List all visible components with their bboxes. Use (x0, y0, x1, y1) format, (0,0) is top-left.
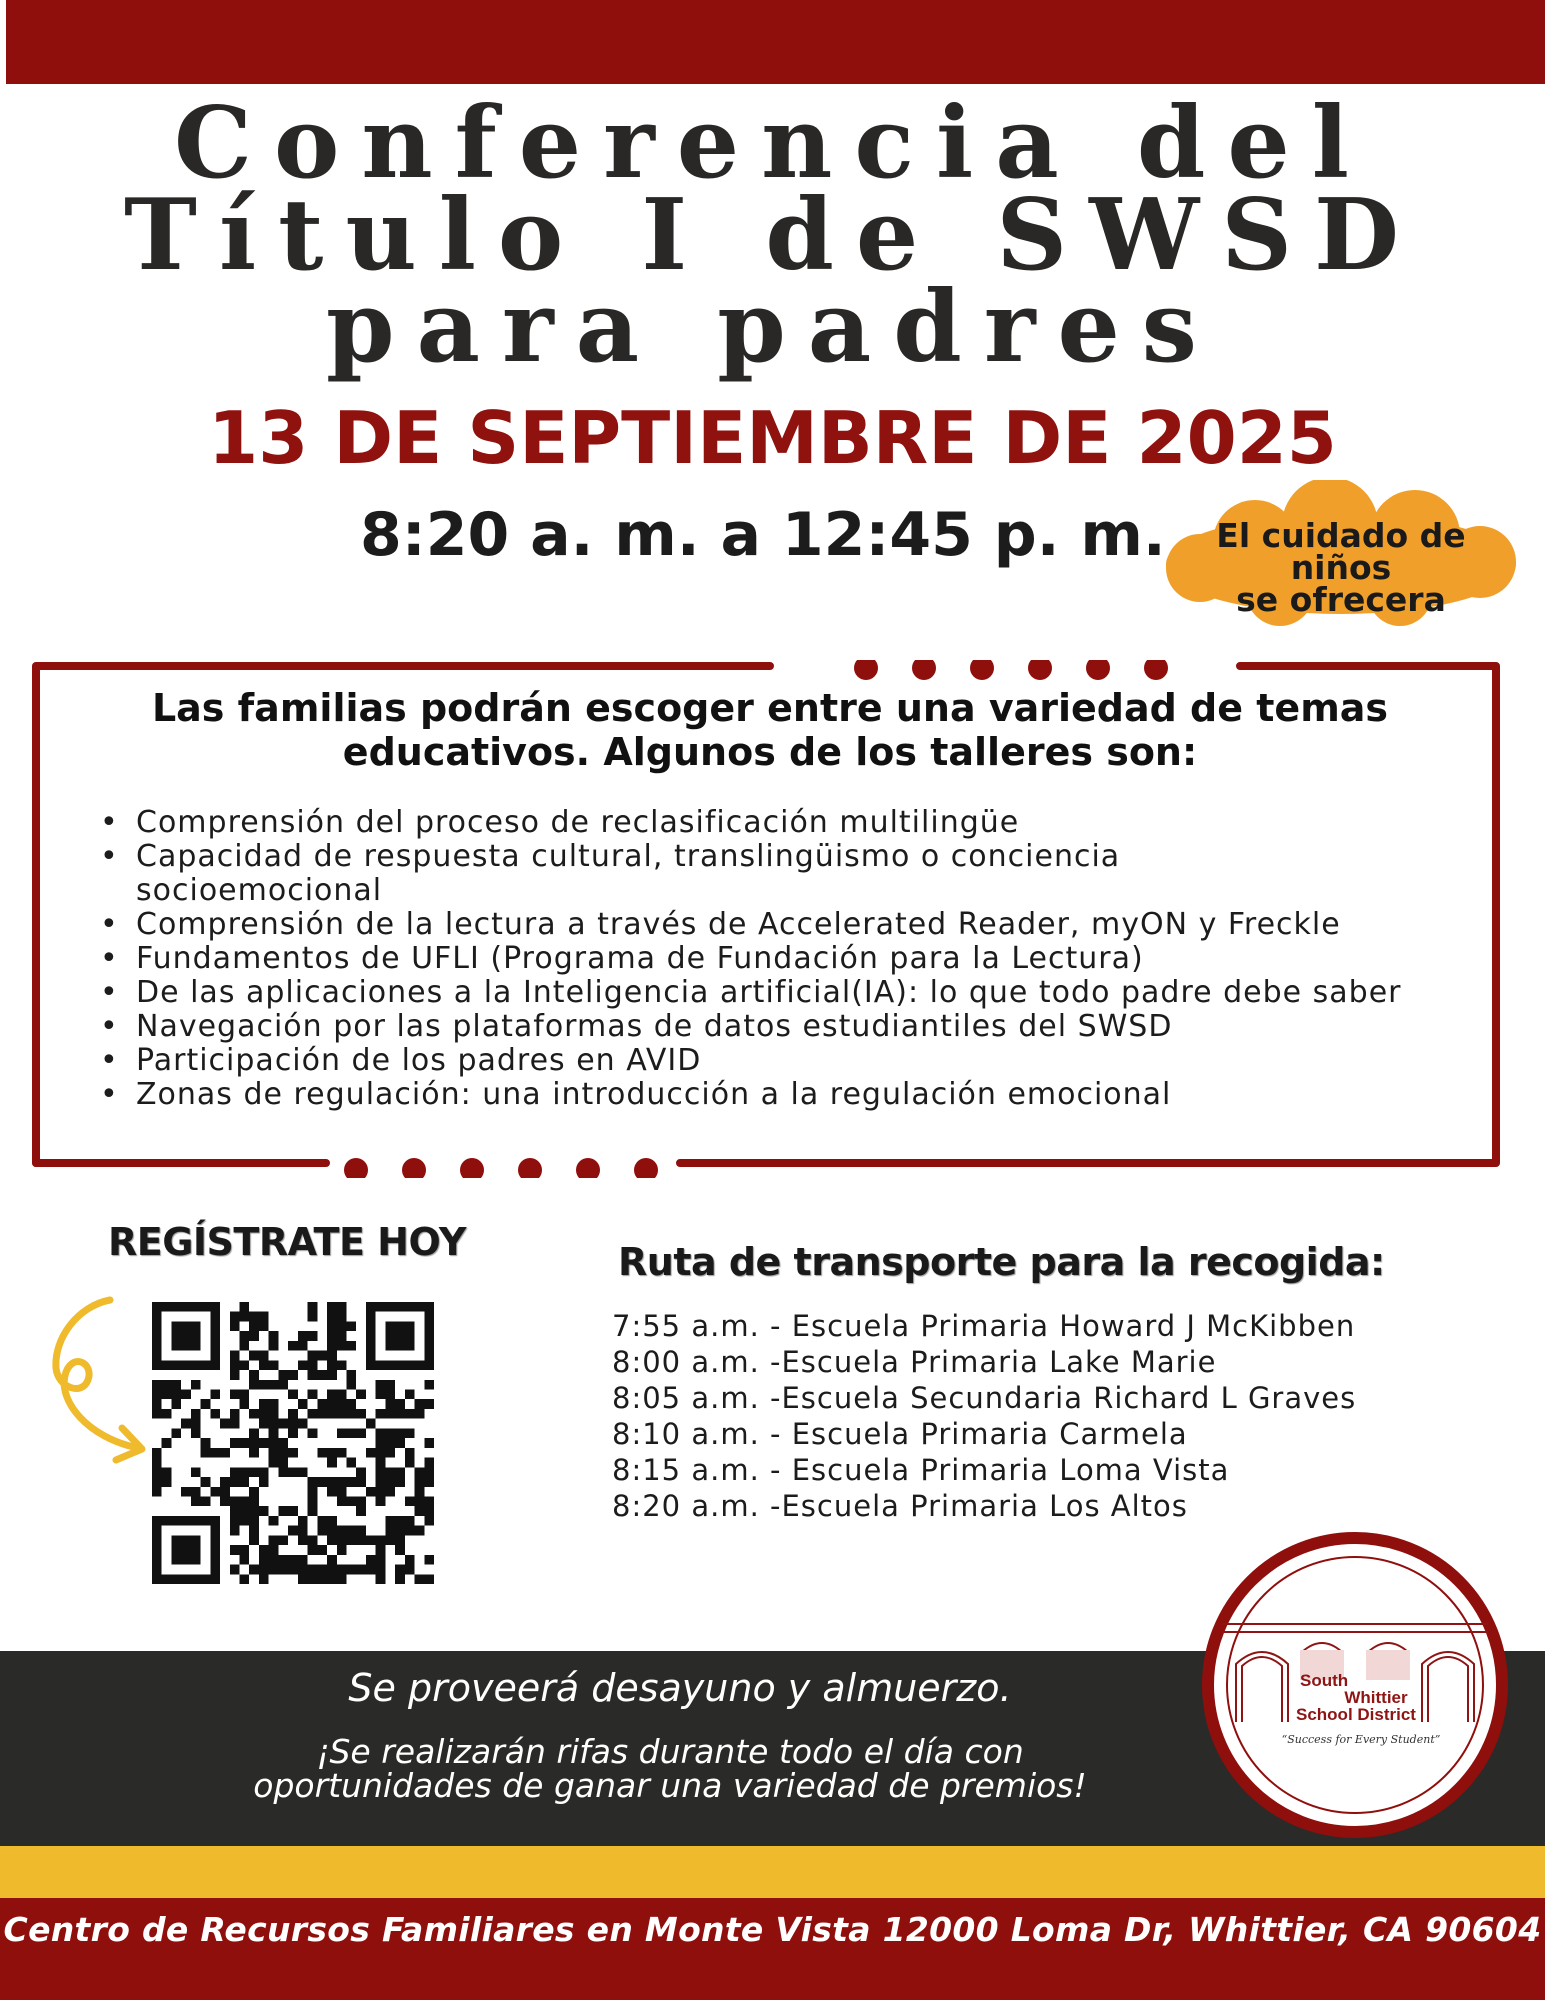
top-banner-bar (6, 0, 1545, 84)
logo-line: Whittier (1344, 1688, 1408, 1707)
logo-slogan: “Success for Every Student” (1281, 1733, 1441, 1746)
childcare-line: niños (1290, 548, 1392, 587)
raffle-note (140, 1732, 1200, 1805)
raffle-line: oportunidades de ganar una variedad de premios! (253, 1766, 1087, 1805)
list-item: 8:05 a.m. -Escuela Secundaria Richard L Graves (612, 1381, 1357, 1415)
childcare-line: El cuidado de (1216, 516, 1466, 555)
workshop-list (98, 806, 1498, 1112)
logo-text (1296, 1672, 1456, 1723)
heading-line: educativos. Algunos de los talleres son: (342, 730, 1198, 774)
list-item: 8:10 a.m. - Escuela Primaria Carmela (612, 1417, 1188, 1451)
logo-line: South (1300, 1671, 1349, 1690)
page-title (0, 86, 1545, 385)
logo-line: School District (1296, 1705, 1416, 1724)
list-item: • Comprensión del proceso de reclasificación multilingüe (98, 806, 1498, 840)
qr-code[interactable] (152, 1302, 434, 1584)
meals-note: Se proveerá desayuno y almuerzo. (348, 1666, 1012, 1710)
raffle-line: ¡Se realizarán rifas durante todo el día con (316, 1732, 1024, 1771)
list-item: 7:55 a.m. - Escuela Primaria Howard J McKibben (612, 1309, 1356, 1343)
event-address: Centro de Recursos Familiares en Monte Vista 12000 Loma Dr, Whittier, CA 90604 (3, 1910, 1542, 1949)
title-line: para padres (326, 270, 1219, 385)
list-item: 8:20 a.m. -Escuela Primaria Los Altos (612, 1489, 1188, 1523)
register-label: REGÍSTRATE HOY (108, 1220, 466, 1264)
transport-stop-list (612, 1308, 1356, 1524)
list-item: • Fundamentos de UFLI (Programa de Fundación para la Lectura) (98, 942, 1498, 976)
list-item: • Capacidad de respuesta cultural, translingüismo o conciencia socioemocional (98, 840, 1318, 908)
title-line: Conferencia del (174, 86, 1371, 201)
heading-line: Las familias podrán escoger entre una variedad de temas (151, 686, 1389, 730)
list-item: • De las aplicaciones a la Inteligencia artificial(IA): lo que todo padre debe saber (98, 976, 1458, 1010)
event-time: 8:20 a. m. a 12:45 p. m. (360, 500, 1166, 570)
yellow-stripe (0, 1846, 1545, 1898)
list-item: • Comprensión de la lectura a través de Accelerated Reader, myON y Freckle (98, 908, 1498, 942)
event-date: 13 DE SEPTIEMBRE DE 2025 (208, 396, 1337, 480)
list-item: • Zonas de regulación: una introducción a la regulación emocional (98, 1078, 1498, 1112)
transport-title: Ruta de transporte para la recogida: (618, 1240, 1385, 1284)
workshops-heading (60, 686, 1480, 774)
list-item: 8:00 a.m. -Escuela Primaria Lake Marie (612, 1345, 1217, 1379)
list-item: • Navegación por las plataformas de datos estudiantiles del SWSD (98, 1010, 1498, 1044)
list-item: • Participación de los padres en AVID (98, 1044, 1498, 1078)
curly-arrow-icon (48, 1288, 158, 1468)
childcare-badge (1160, 480, 1522, 630)
childcare-line: se ofrecera (1236, 580, 1446, 619)
list-item: 8:15 a.m. - Escuela Primaria Loma Vista (612, 1453, 1230, 1487)
title-line: Título I de SWSD (124, 178, 1421, 293)
